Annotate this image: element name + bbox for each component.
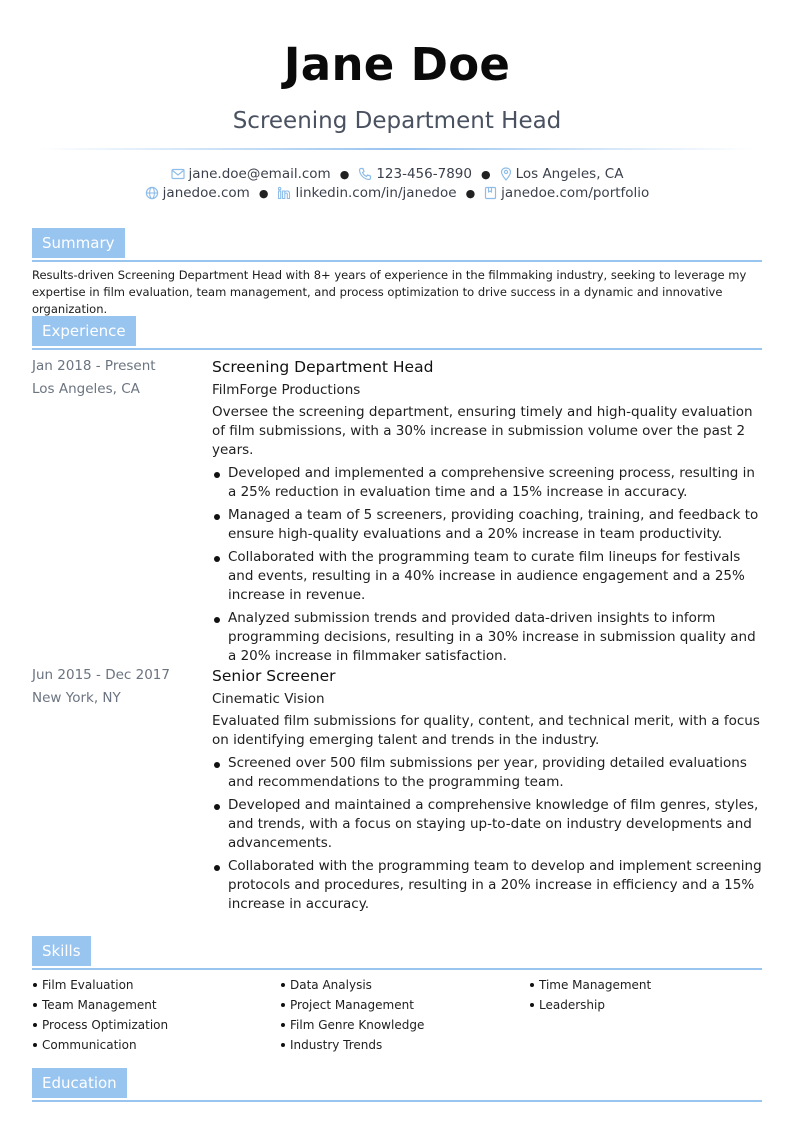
bullet-dot [33,1003,37,1007]
skill-item [32,975,272,995]
portfolio-text: janedoe.com/portfolio [501,185,650,201]
skills-column [280,975,520,1055]
skills-heading: Skills [32,936,91,966]
bullet-dot [33,1023,37,1027]
experience-location: New York, NY [32,690,121,706]
bullet-dot [530,1003,534,1007]
skills-column [529,975,769,1015]
experience-body [212,666,764,918]
skills-section-header [32,936,762,970]
skill-item [32,995,272,1015]
separator-dot: ● [258,186,269,200]
candidate-name: Jane Doe [283,38,511,91]
linkedin-icon [277,186,291,200]
summary-heading: Summary [32,228,125,258]
separator-dot: ● [480,167,491,181]
skill-item [32,1015,272,1035]
bullet-dot [214,804,220,810]
skill-text: Process Optimization [42,1018,169,1032]
location-text: Los Angeles, CA [515,166,624,182]
bullet-dot [281,1043,285,1047]
contact-row-2 [0,185,794,201]
education-heading: Education [32,1068,127,1098]
linkedin-item[interactable] [277,185,456,201]
bullet-dot [33,1043,37,1047]
title-divider [40,148,754,150]
job-company: Cinematic Vision [212,691,325,707]
summary-text: Results-driven Screening Department Head with 8+ years of experience in the filmmaking industry, seeking to leverage my expertise in film evaluation, team management, and process optimization to drive success in a dynamic and innovative organization. [32,268,747,316]
job-description: Oversee the screening department, ensuring timely and high-quality evaluation of film submissions, with a 30% increase in submission volume over the past 2 years. [212,404,753,458]
skill-text: Leadership [539,998,605,1012]
job-bullet [212,548,764,605]
skill-item [32,1035,272,1055]
skill-text: Time Management [539,978,652,992]
bullet-dot [214,514,220,520]
bullet-dot [214,865,220,871]
summary-section-header [32,228,762,262]
bullet-text: Developed and implemented a comprehensive screening process, resulting in a 25% reduction in evaluation time and a 15% increase in accuracy. [228,465,755,500]
mail-icon [171,168,185,180]
phone-text: 123-456-7890 [376,166,472,182]
job-bullet [212,857,764,914]
location-item [500,166,624,182]
portfolio-item[interactable] [484,185,649,201]
bullet-dot [214,556,220,562]
phone-item[interactable] [358,166,472,182]
bullet-text: Collaborated with the programming team to curate film lineups for festivals and events, resulting in a 40% increase in audience engagement and a 25% increase in revenue. [228,549,745,603]
contact-row-1 [0,166,794,182]
email-item[interactable] [171,166,331,182]
experience-dates: Jan 2018 - Present [32,358,156,374]
skill-item [280,975,520,995]
skill-item [280,1015,520,1035]
skill-item [280,1035,520,1055]
bullet-text: Developed and maintained a comprehensive knowledge of film genres, styles, and trends, with a focus on staying up-to-date on industry developments and advancements. [228,797,759,851]
job-bullet [212,796,764,853]
skill-item [280,995,520,1015]
map-pin-icon [500,167,512,181]
skills-column [32,975,272,1055]
experience-section-header [32,316,762,350]
globe-icon [145,186,159,200]
linkedin-text: linkedin.com/in/janedoe [295,185,457,201]
separator-dot: ● [465,186,476,200]
experience-meta [32,666,202,707]
experience-body [212,357,764,670]
bullet-dot [281,1023,285,1027]
email-text: jane.doe@email.com [188,166,331,182]
job-bullet [212,754,764,792]
experience-location: Los Angeles, CA [32,381,140,397]
job-bullets [212,754,764,914]
candidate-title: Screening Department Head [232,108,562,134]
bullet-dot [33,983,37,987]
experience-meta [32,357,202,398]
bullet-dot [214,617,220,623]
bullet-dot [214,762,220,768]
job-bullet [212,464,764,502]
education-section-header [32,1068,762,1102]
job-bullet [212,609,764,666]
job-role: Screening Department Head [212,358,434,376]
bullet-text: Collaborated with the programming team to develop and implement screening protocols and procedures, resulting in a 20% increase in efficiency and a 15% increase in accuracy. [228,858,762,912]
skill-text: Film Genre Knowledge [290,1018,425,1032]
skill-text: Film Evaluation [42,978,134,992]
bullet-dot [281,1003,285,1007]
bullet-dot [214,472,220,478]
skill-text: Industry Trends [290,1038,383,1052]
bullet-dot [281,983,285,987]
bullet-text: Screened over 500 film submissions per year, providing detailed evaluations and recommendations to the programming team. [228,755,747,790]
bullet-text: Managed a team of 5 screeners, providing coaching, training, and feedback to ensure high-quality evaluations and a 20% increase in team productivity. [228,507,759,542]
experience-heading: Experience [32,316,136,346]
website-item[interactable] [145,185,250,201]
skill-item [529,975,769,995]
bullet-text: Analyzed submission trends and provided data-driven insights to inform programming decisions, resulting in a 30% increase in submission quality and a 20% increase in filmmaker satisfaction. [228,610,756,664]
bullet-dot [530,983,534,987]
job-description: Evaluated film submissions for quality, content, and technical merit, with a focus on identifying emerging talent and trends in the industry. [212,713,760,748]
job-bullets [212,464,764,666]
job-company: FilmForge Productions [212,382,361,398]
skill-item [529,995,769,1015]
skill-text: Communication [42,1038,137,1052]
experience-dates: Jun 2015 - Dec 2017 [32,667,170,683]
phone-icon [358,167,372,181]
job-bullet [212,506,764,544]
website-text: janedoe.com [162,185,250,201]
job-role: Senior Screener [212,667,336,685]
skill-text: Project Management [290,998,414,1012]
bookmark-icon [484,186,497,200]
separator-dot: ● [339,167,350,181]
skill-text: Data Analysis [290,978,372,992]
skill-text: Team Management [42,998,157,1012]
